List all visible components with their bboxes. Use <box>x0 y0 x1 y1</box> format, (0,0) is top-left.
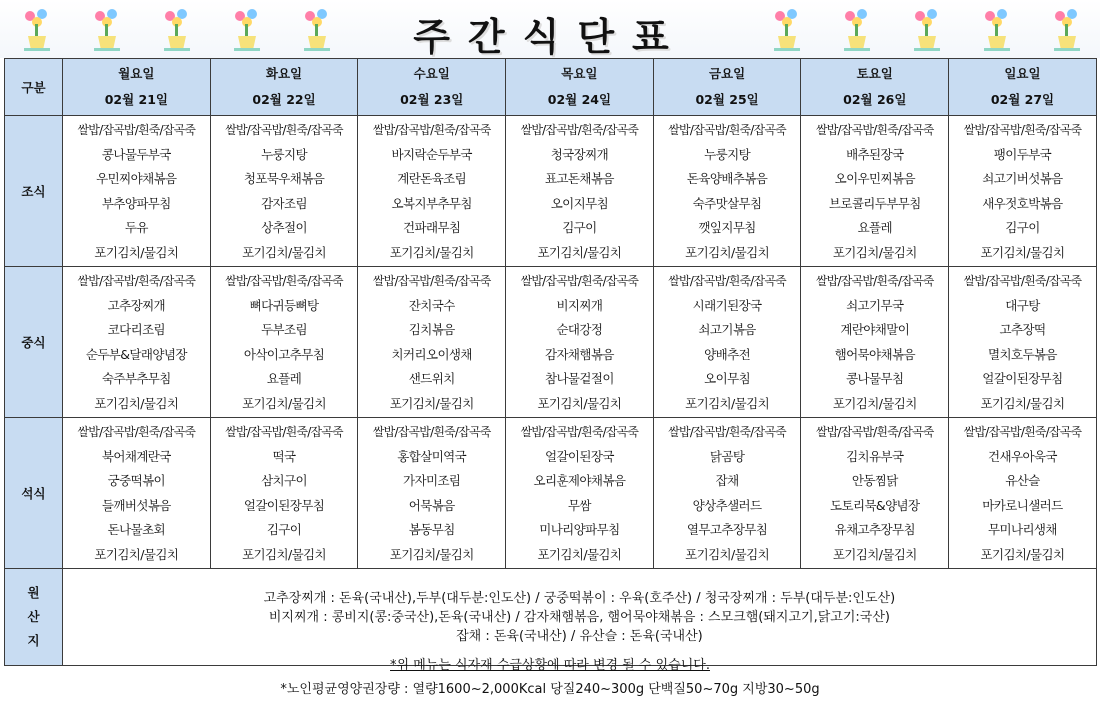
menu-cell <box>210 267 358 418</box>
menu-item: 무미나리생채 <box>988 522 1057 538</box>
meal-row-lunch <box>5 267 1097 418</box>
menu-item: 포기김치/물김치 <box>537 395 622 411</box>
menu-item: 참나물겉절이 <box>544 371 614 387</box>
category-header: 구분 <box>5 59 63 116</box>
menu-item: 오리훈제야채볶음 <box>533 473 626 489</box>
day-header <box>653 59 801 116</box>
menu-item: 새우젓호박볶음 <box>982 195 1063 211</box>
menu-item: 건파래무침 <box>403 220 461 236</box>
day-name: 토요일 <box>856 66 893 81</box>
menu-item: 쌀밥/잡곡밥/흰죽/잡곡죽 <box>668 122 786 137</box>
menu-item: 건새우아욱국 <box>988 448 1057 464</box>
menu-item: 포기김치/물김치 <box>980 395 1065 411</box>
day-header <box>506 59 654 116</box>
menu-item: 쌀밥/잡곡밥/흰죽/잡곡죽 <box>815 122 934 137</box>
menu-item: 안동찜닭 <box>851 473 898 489</box>
menu-item: 순대강정 <box>556 322 603 338</box>
menu-item: 포기김치/물김치 <box>832 546 917 562</box>
menu-cell <box>506 116 654 267</box>
day-date: 02월 22일 <box>252 92 316 107</box>
menu-item: 요플레 <box>857 220 892 236</box>
menu-item: 계란야채말이 <box>840 322 910 338</box>
menu-item: 포기김치/물김치 <box>685 244 770 260</box>
menu-item: 쌀밥/잡곡밥/흰죽/잡곡죽 <box>520 273 639 288</box>
menu-item: 북어채계란국 <box>101 448 171 464</box>
menu-item: 샌드위치 <box>408 371 455 387</box>
menu-item: 상추절이 <box>261 220 307 236</box>
menu-item: 쌀밥/잡곡밥/흰죽/잡곡죽 <box>372 273 491 288</box>
menu-item: 쌀밥/잡곡밥/흰죽/잡곡죽 <box>668 273 786 288</box>
menu-item: 포기김치/물김치 <box>537 546 622 562</box>
menu-item: 배추된장국 <box>846 146 904 162</box>
menu-item: 쇠고기버섯볶음 <box>982 171 1063 187</box>
menu-item: 쌀밥/잡곡밥/흰죽/잡곡죽 <box>963 122 1082 137</box>
menu-item: 포기김치/물김치 <box>242 244 326 260</box>
menu-cell <box>358 267 506 418</box>
menu-cell <box>949 418 1097 569</box>
menu-item: 김치볶음 <box>408 322 455 338</box>
menu-item: 봄동무침 <box>408 522 455 538</box>
menu-item: 유채고추장무침 <box>834 522 915 538</box>
menu-item: 오이지무침 <box>550 195 609 211</box>
menu-item: 청국장찌개 <box>550 146 609 162</box>
menu-item: 아삭이고추무침 <box>243 346 325 362</box>
menu-item: 쌀밥/잡곡밥/흰죽/잡곡죽 <box>668 424 786 439</box>
menu-cell <box>653 418 801 569</box>
menu-item: 시래기된장국 <box>692 297 762 313</box>
menu-item: 포기김치/물김치 <box>832 244 917 260</box>
menu-item: 우민찌야채볶음 <box>96 171 177 187</box>
menu-item: 감자조림 <box>261 195 307 211</box>
meal-label: 조식 <box>5 116 63 267</box>
menu-item: 유산슬 <box>1005 473 1040 489</box>
menu-item: 포기김치/물김치 <box>94 395 179 411</box>
menu-item: 쌀밥/잡곡밥/흰죽/잡곡죽 <box>225 424 343 439</box>
menu-item: 포기김치/물김치 <box>685 546 770 562</box>
menu-item: 두유 <box>124 220 148 236</box>
menu-cell <box>653 267 801 418</box>
menu-item: 얼갈이된장무침 <box>982 371 1063 387</box>
menu-item: 두부조림 <box>261 322 307 338</box>
menu-item: 치커리오이생채 <box>391 346 472 362</box>
menu-item: 브로콜리두부무침 <box>828 195 921 211</box>
menu-cell <box>506 267 654 418</box>
menu-item: 고추장떡 <box>999 322 1046 338</box>
menu-item: 계란돈육조림 <box>397 171 467 187</box>
weekly-menu-table <box>4 58 1097 666</box>
menu-item: 대구탕 <box>1005 297 1040 313</box>
menu-item: 김구이 <box>1005 220 1040 236</box>
menu-item: 양배추전 <box>704 346 751 362</box>
page-title: 주간식단표 <box>413 15 687 59</box>
menu-item: 오복지부추무침 <box>391 195 472 211</box>
menu-cell <box>63 267 211 418</box>
meal-label: 석식 <box>5 418 63 569</box>
day-header-row <box>5 59 1097 116</box>
menu-cell <box>949 116 1097 267</box>
day-name: 금요일 <box>708 66 746 81</box>
day-date: 02월 24일 <box>547 92 612 107</box>
page-footer <box>0 655 1100 703</box>
menu-item: 쌀밥/잡곡밥/흰죽/잡곡죽 <box>225 273 343 288</box>
menu-item: 숙주부추무침 <box>101 371 171 387</box>
menu-cell <box>358 116 506 267</box>
menu-item: 순두부&달래양념장 <box>85 346 187 362</box>
menu-item: 어묵볶음 <box>408 497 455 513</box>
menu-item: 팽이두부국 <box>993 146 1052 162</box>
nutrition-notice: *노인평균영양권장량 : 열량1600~2,000Kcal 당질240~300g 단백질50~70g 지방30~50g <box>280 682 820 697</box>
menu-item: 포기김치/물김치 <box>537 244 622 260</box>
menu-item: 무쌈 <box>567 497 591 513</box>
menu-item: 깻잎지무침 <box>698 220 756 236</box>
menu-item: 김구이 <box>266 522 302 538</box>
menu-item: 쌀밥/잡곡밥/흰죽/잡곡죽 <box>372 122 491 137</box>
menu-cell <box>63 418 211 569</box>
menu-item: 포기김치/물김치 <box>980 244 1065 260</box>
meal-row-breakfast <box>5 116 1097 267</box>
menu-item: 오이우민찌볶음 <box>834 171 915 187</box>
menu-item: 포기김치/물김치 <box>980 546 1065 562</box>
menu-item: 멸치호두볶음 <box>988 346 1057 362</box>
menu-item: 양상추샐러드 <box>692 497 762 513</box>
menu-item: 삼치구이 <box>261 473 307 489</box>
menu-item: 쇠고기볶음 <box>698 322 756 338</box>
day-date: 02월 26일 <box>843 92 907 107</box>
menu-item: 청포묵우채볶음 <box>243 171 325 187</box>
menu-item: 김치유부국 <box>846 448 904 464</box>
menu-item: 열무고추장무침 <box>686 522 768 538</box>
menu-item: 쌀밥/잡곡밥/흰죽/잡곡죽 <box>520 424 639 439</box>
menu-item: 가자미조림 <box>403 473 461 489</box>
meal-label: 중식 <box>5 267 63 418</box>
menu-item: 포기김치/물김치 <box>389 546 474 562</box>
menu-cell <box>801 418 949 569</box>
origin-info <box>63 569 1097 666</box>
menu-item: 쌀밥/잡곡밥/흰죽/잡곡죽 <box>77 273 196 288</box>
day-name: 화요일 <box>265 66 303 81</box>
origin-line: 고추장찌개 : 돈육(국내산),두부(대두분:인도산) / 궁중떡볶이 : 우육(호주산) / 청국장찌개 : 두부(대두분:인도산) <box>263 590 896 606</box>
menu-item: 궁중떡볶이 <box>107 473 166 489</box>
menu-item: 비지찌개 <box>556 297 603 313</box>
menu-item: 포기김치/물김치 <box>389 395 474 411</box>
day-name: 수요일 <box>413 66 450 81</box>
menu-cell <box>801 116 949 267</box>
menu-item: 뼈다귀등뼈탕 <box>249 297 319 313</box>
origin-row <box>5 569 1097 666</box>
day-date: 02월 21일 <box>104 92 168 107</box>
menu-item: 떡국 <box>272 448 296 464</box>
menu-item: 얼갈이된장국 <box>544 448 614 464</box>
day-date: 02월 25일 <box>695 92 759 107</box>
menu-cell <box>210 418 358 569</box>
menu-item: 쌀밥/잡곡밥/흰죽/잡곡죽 <box>963 424 1082 439</box>
menu-item: 바지락순두부국 <box>391 146 472 162</box>
menu-item: 요플레 <box>266 371 302 387</box>
page-header <box>0 0 1100 58</box>
menu-item: 홍합살미역국 <box>397 448 467 464</box>
menu-item: 닭곰탕 <box>709 448 745 464</box>
day-date: 02월 27일 <box>990 92 1055 107</box>
menu-item: 도토리묵&양념장 <box>830 497 920 513</box>
menu-item: 누룽지탕 <box>261 146 307 162</box>
day-name: 월요일 <box>118 66 155 81</box>
menu-item: 쌀밥/잡곡밥/흰죽/잡곡죽 <box>815 273 934 288</box>
menu-item: 쌀밥/잡곡밥/흰죽/잡곡죽 <box>372 424 491 439</box>
menu-cell <box>653 116 801 267</box>
day-header <box>949 59 1097 116</box>
menu-cell <box>210 116 358 267</box>
menu-item: 쌀밥/잡곡밥/흰죽/잡곡죽 <box>520 122 639 137</box>
menu-item: 잔치국수 <box>408 297 455 313</box>
origin-label-text: 원산지 <box>27 585 40 648</box>
menu-cell <box>358 418 506 569</box>
menu-item: 쇠고기무국 <box>846 297 904 313</box>
menu-item: 포기김치/물김치 <box>94 546 179 562</box>
menu-item: 숙주맛살무침 <box>692 195 762 211</box>
day-name: 일요일 <box>1004 66 1041 81</box>
menu-item: 포기김치/물김치 <box>685 395 770 411</box>
menu-item: 누룽지탕 <box>704 146 751 162</box>
origin-label <box>5 569 63 666</box>
menu-item: 콩나물무침 <box>846 371 904 387</box>
menu-item: 마카로니샐러드 <box>982 497 1063 513</box>
menu-item: 부추양파무침 <box>101 195 171 211</box>
menu-item: 쌀밥/잡곡밥/흰죽/잡곡죽 <box>77 424 196 439</box>
menu-item: 포기김치/물김치 <box>832 395 917 411</box>
meal-row-dinner <box>5 418 1097 569</box>
day-header <box>358 59 506 116</box>
menu-item: 오이무침 <box>704 371 751 387</box>
day-header <box>63 59 211 116</box>
menu-item: 얼갈이된장무침 <box>243 497 325 513</box>
menu-item: 김구이 <box>562 220 597 236</box>
menu-cell <box>949 267 1097 418</box>
menu-item: 미나리양파무침 <box>539 522 620 538</box>
menu-item: 고추장찌개 <box>107 297 166 313</box>
menu-item: 포기김치/물김치 <box>242 546 326 562</box>
menu-item: 콩나물두부국 <box>101 146 171 162</box>
origin-line: 잡채 : 돈육(국내산) / 유산슬 : 돈육(국내산) <box>456 628 703 644</box>
menu-item: 쌀밥/잡곡밥/흰죽/잡곡죽 <box>815 424 934 439</box>
day-header <box>210 59 358 116</box>
menu-item: 돈나물초회 <box>107 522 166 538</box>
origin-line: 비지찌개 : 콩비지(콩:중국산),돈육(국내산) / 감자채햄볶음, 햄어묵야채볶음 : 스모크햄(돼지고기,닭고기:국산) <box>268 609 890 625</box>
day-header <box>801 59 949 116</box>
menu-item: 쌀밥/잡곡밥/흰죽/잡곡죽 <box>963 273 1082 288</box>
menu-item: 들깨버섯볶음 <box>101 497 171 513</box>
menu-item: 표고돈채볶음 <box>544 171 614 187</box>
menu-change-notice: *위 메뉴는 식자재 수급상황에 따라 변경 될 수 있습니다. <box>390 658 710 673</box>
menu-cell <box>63 116 211 267</box>
day-name: 목요일 <box>561 66 598 81</box>
menu-item: 햄어묵야채볶음 <box>834 346 915 362</box>
menu-item: 포기김치/물김치 <box>242 395 326 411</box>
day-date: 02월 23일 <box>400 92 464 107</box>
menu-cell <box>801 267 949 418</box>
menu-item: 잡채 <box>715 473 739 489</box>
menu-item: 코다리조림 <box>107 322 166 338</box>
menu-item: 감자채햄볶음 <box>544 346 614 362</box>
menu-item: 쌀밥/잡곡밥/흰죽/잡곡죽 <box>225 122 343 137</box>
menu-item: 포기김치/물김치 <box>94 244 179 260</box>
menu-item: 돈육양배추볶음 <box>686 171 768 187</box>
menu-item: 포기김치/물김치 <box>389 244 474 260</box>
menu-item: 쌀밥/잡곡밥/흰죽/잡곡죽 <box>77 122 196 137</box>
menu-cell <box>506 418 654 569</box>
